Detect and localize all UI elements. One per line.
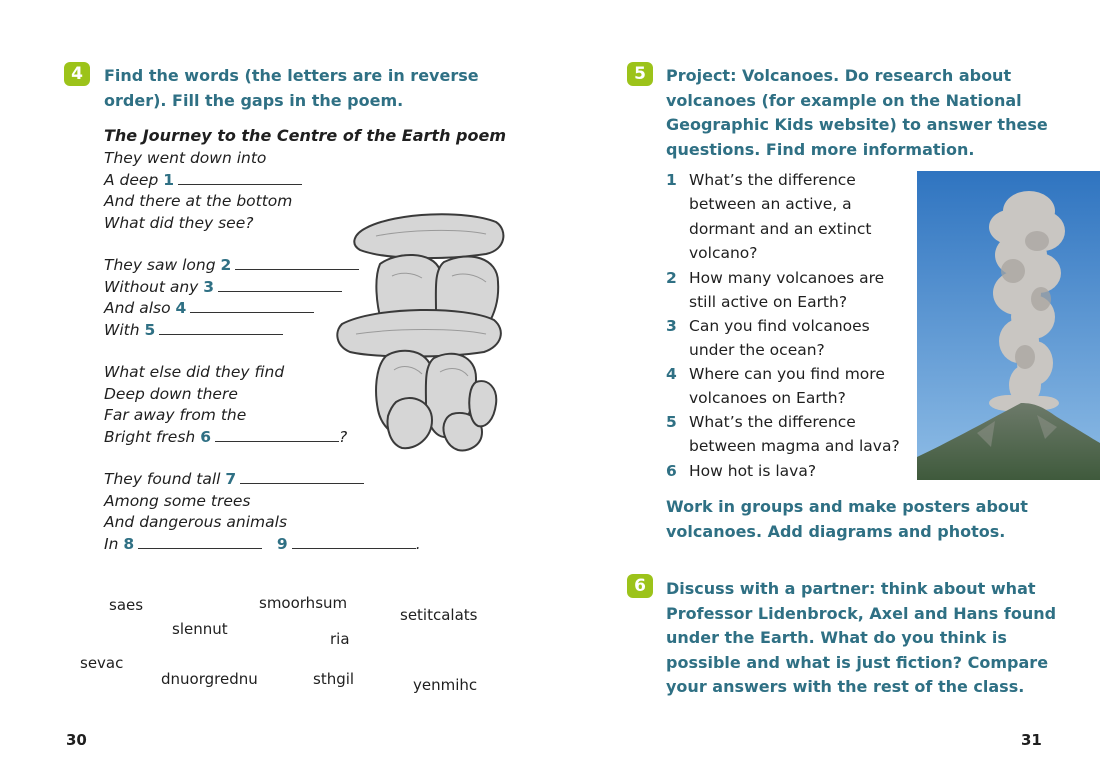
question-3: 3 Can you find volcanoes under the ocean?	[666, 317, 870, 360]
volcano-eruption-photo	[917, 171, 1100, 480]
gap-blank-4[interactable]	[190, 298, 314, 313]
gap-blank-8[interactable]	[138, 534, 262, 549]
gap-number: 6	[200, 427, 211, 446]
question-4: 4 Where can you find more volcanoes on Earth?	[666, 365, 885, 408]
poem-line: They found tall 7	[104, 469, 524, 491]
gap-blank-3[interactable]	[218, 277, 342, 292]
instruction-line: volcanoes (for example on the National	[666, 90, 1022, 110]
poem-title: The Journey to the Centre of the Earth poem	[104, 126, 506, 145]
poem-line: Far away from the	[104, 406, 247, 424]
stone-pile-illustration	[336, 206, 508, 456]
gap-number: 7	[225, 470, 237, 488]
instruction-line: Work in groups and make posters about	[666, 497, 1028, 516]
instruction-line: questions. Find more information.	[666, 139, 975, 159]
poem-line: A deep 1	[104, 170, 524, 192]
poem-line: Bright fresh 6 ?	[104, 427, 348, 446]
gap-number: 2	[220, 256, 232, 274]
poem-line: With 5	[104, 320, 524, 342]
scrambled-word: saes	[109, 596, 144, 614]
instruction-line: Find the words (the letters are in reverse	[104, 66, 479, 85]
gap-blank-7[interactable]	[240, 469, 364, 484]
poem-line: They saw long 2	[104, 255, 524, 277]
exercise-6-badge: 6	[627, 574, 653, 598]
instruction-line: Discuss with a partner: think about what	[666, 579, 1036, 598]
page-number: 31	[1021, 731, 1042, 749]
gap-blank-5[interactable]	[159, 320, 283, 335]
scrambled-word: sthgil	[313, 670, 355, 688]
instruction-line: your answers with the rest of the class.	[666, 677, 1025, 696]
instruction-line: possible and what is just fiction? Compare	[666, 652, 1049, 672]
gap-blank-6[interactable]	[215, 427, 339, 442]
gap-number: 3	[203, 277, 215, 296]
gap-blank-9[interactable]	[292, 534, 416, 549]
exercise-5-instruction	[666, 64, 1086, 162]
gap-number: 1	[163, 170, 175, 189]
exercise-5-followup	[666, 495, 1086, 544]
exercise-4-badge: 4	[64, 62, 90, 86]
exercise-4-instruction	[104, 64, 524, 113]
instruction-line: Professor Lidenbrock, Axel and Hans found	[666, 603, 1057, 623]
gap-number: 9	[276, 534, 288, 553]
scrambled-word: setitcalats	[400, 606, 478, 624]
instruction-line: under the Earth. What do you think is	[666, 628, 1007, 647]
gap-number: 4	[175, 299, 187, 317]
scrambled-word: sevac	[80, 654, 124, 672]
poem-line: In 8 9 .	[104, 534, 421, 553]
poem-line: And there at the bottom	[104, 192, 293, 210]
gap-blank-1[interactable]	[178, 170, 302, 185]
poem-line: And dangerous animals	[104, 513, 288, 531]
question-1: 1 What’s the difference between an active, a dormant and an extinct volcano?	[666, 171, 872, 263]
gap-number: 5	[144, 320, 156, 339]
instruction-line: Project: Volcanoes. Do research about	[666, 66, 1012, 85]
exercise-5-badge: 5	[627, 62, 653, 86]
scrambled-word: slennut	[172, 620, 228, 638]
poem-line: What else did they find	[104, 363, 285, 381]
instruction-line: order). Fill the gaps in the poem.	[104, 90, 404, 110]
scrambled-word: ria	[330, 630, 350, 648]
poem-line: Without any 3	[104, 277, 524, 299]
scrambled-word: yenmihc	[413, 676, 478, 694]
gap-number: 8	[123, 534, 135, 553]
poem-line: What did they see?	[104, 213, 254, 232]
scrambled-word: dnuorgrednu	[161, 670, 258, 688]
question-5: 5 What’s the difference between magma and lava?	[666, 413, 900, 456]
poem-line: And also 4	[104, 298, 524, 320]
exercise-6-instruction	[666, 577, 1086, 700]
instruction-line: Geographic Kids website) to answer these	[666, 115, 1048, 134]
question-6: 6 How hot is lava?	[666, 462, 817, 480]
poem-line: They went down into	[104, 149, 267, 167]
scrambled-word: smoorhsum	[259, 594, 348, 612]
poem-line: Deep down there	[104, 384, 238, 403]
page-number: 30	[66, 731, 87, 749]
poem-line: Among some trees	[104, 491, 251, 510]
instruction-line: volcanoes. Add diagrams and photos.	[666, 521, 1006, 541]
question-2: 2 How many volcanoes are still active on Earth?	[666, 269, 885, 312]
